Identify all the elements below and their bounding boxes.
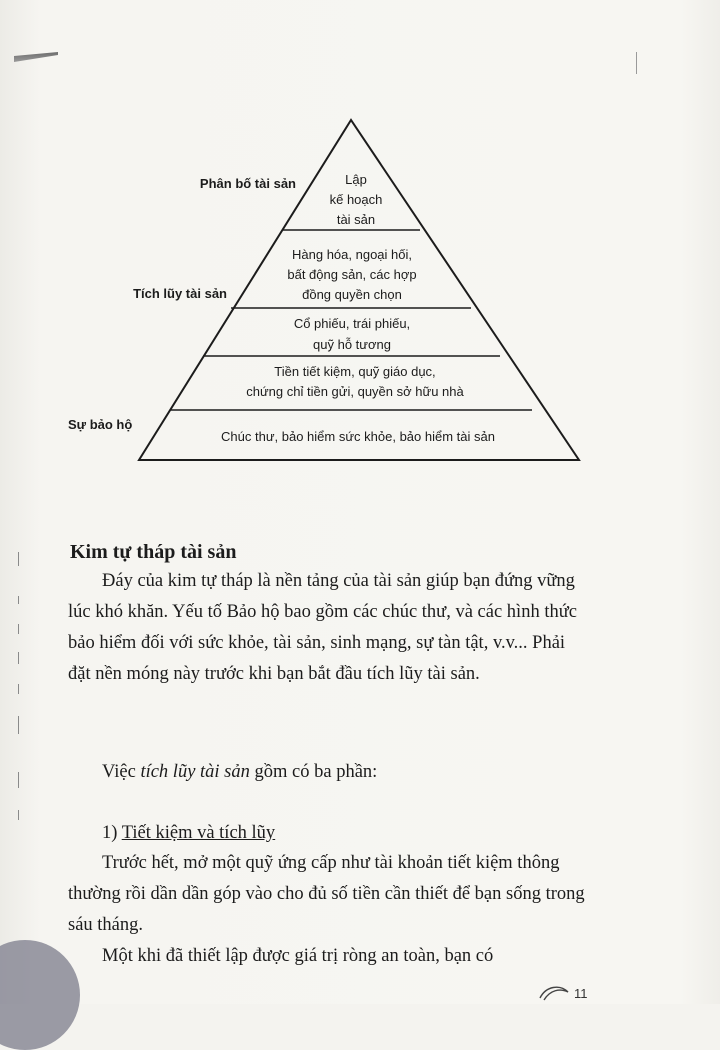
section-heading: Kim tự tháp tài sản	[70, 541, 237, 563]
level-text: quỹ hỗ tương	[313, 337, 391, 352]
margin-mark	[18, 684, 19, 694]
level-text: tài sản	[336, 212, 376, 227]
page-number: 11	[574, 986, 588, 1001]
level-text: đồng quyền chọn	[302, 287, 402, 302]
level-text: Tiền tiết kiệm, quỹ giáo dục,	[274, 364, 436, 379]
level-text: Hàng hóa, ngoại hối,	[292, 247, 412, 262]
level-text: bất động sản, các hợp	[287, 267, 417, 282]
level-text: kế hoạch	[329, 192, 383, 207]
level-text: Cổ phiếu, trái phiếu,	[293, 316, 411, 331]
margin-mark	[18, 772, 19, 788]
paragraph-continuation: Một khi đã thiết lập được giá trị ròng an toàn, bạn có	[102, 946, 494, 966]
paragraph-foundation: Đáy của kim tự tháp là nền tảng của tài sản giúp bạn đứng vững lúc khó khăn. Yếu tố Bảo hộ bao gồm các chúc thư, và các hình thức bảo hiểm đối với sức khỏe, tài sản, sinh mạng, sự tàn tật, v.v... Phải đặt nền móng này trước khi bạn bắt đầu tích lũy tài sản.	[68, 571, 577, 684]
level-text: chứng chỉ tiền gửi, quyền sở hữu nhà	[246, 384, 464, 399]
paragraph-accumulation-intro	[68, 757, 588, 788]
asset-pyramid-diagram	[0, 0, 720, 480]
list-item-heading	[68, 818, 588, 849]
paragraph-savings: Trước hết, mở một quỹ ứng cấp như tài khoản tiết kiệm thông thường rồi dần dần góp vào cho đủ số tiền cần thiết để bạn sống trong sáu tháng.	[68, 853, 585, 935]
level-text: Lập	[345, 172, 367, 187]
emphasis-text: tích lũy tài sản	[140, 762, 250, 782]
margin-mark	[18, 716, 19, 734]
item-number: 1)	[102, 823, 122, 843]
side-label-allocation: Phân bố tài sản	[199, 176, 296, 191]
item-title: Tiết kiệm và tích lũy	[121, 823, 276, 843]
margin-mark	[18, 624, 19, 634]
side-label-accumulation: Tích lũy tài sản	[133, 286, 227, 301]
level-text: Chúc thư, bảo hiểm sức khỏe, bảo hiểm tài sản	[221, 429, 495, 444]
margin-mark	[18, 596, 19, 604]
side-label-protection: Sự bảo hộ	[68, 417, 133, 432]
margin-mark	[18, 810, 19, 820]
margin-mark	[18, 652, 19, 664]
page-ornament-icon	[538, 980, 574, 1004]
text-span: gồm có ba phần:	[249, 762, 378, 782]
margin-mark	[18, 552, 19, 566]
text-span: Việc	[102, 762, 141, 782]
